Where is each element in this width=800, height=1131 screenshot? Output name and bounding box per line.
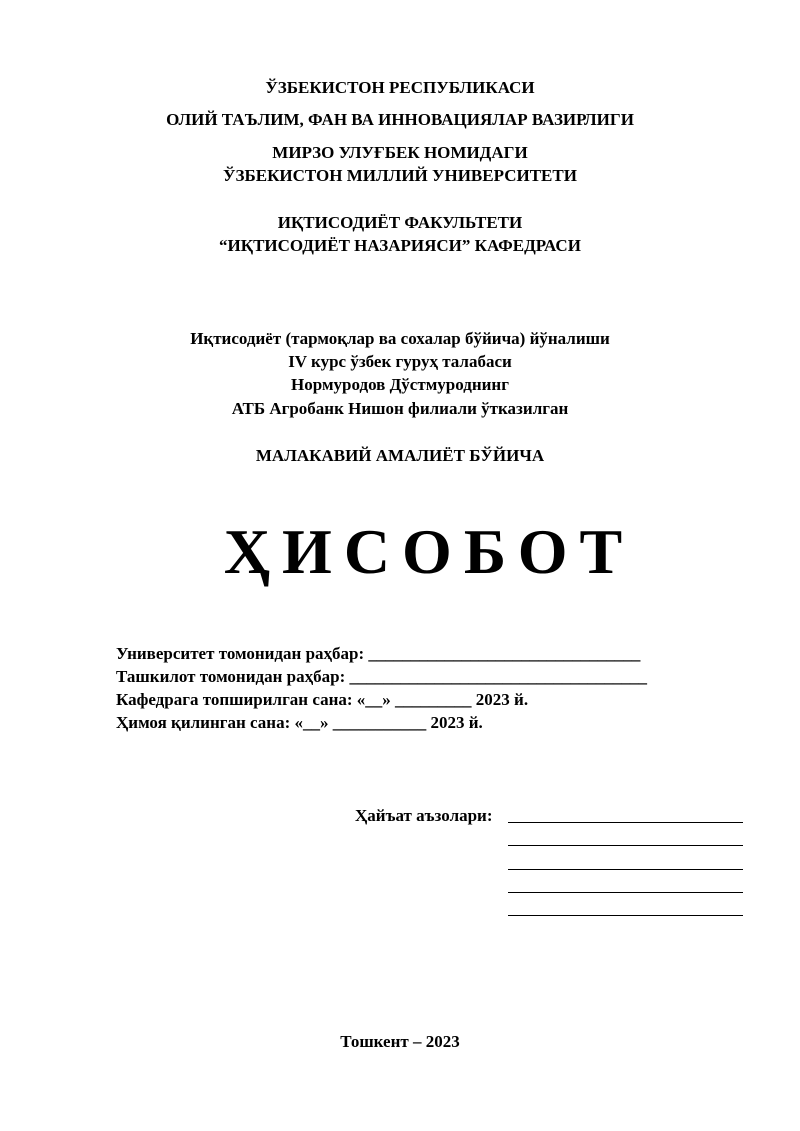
- report-title: ҲИСОБОТ: [223, 516, 635, 587]
- student-course: IV курс ўзбек гуруҳ талабаси: [288, 352, 512, 371]
- organization-supervisor-field: Ташкилот томонидан раҳбар: ___________________________________: [116, 667, 647, 686]
- faculty-heading: ИҚТИСОДИЁТ ФАКУЛЬТЕТИ: [277, 213, 523, 232]
- commission-signature-line: [508, 892, 743, 893]
- commission-signature-line: [508, 822, 743, 823]
- student-name: Нормуродов Дўстмуроднинг: [291, 375, 509, 394]
- commission-signature-line: [508, 845, 743, 846]
- city-year: Тошкент – 2023: [340, 1032, 460, 1051]
- ministry-heading: ОЛИЙ ТАЪЛИМ, ФАН ВА ИННОВАЦИЯЛАР ВАЗИРЛИГИ: [166, 110, 634, 129]
- commission-label: Ҳайъат аъзолари:: [355, 806, 493, 825]
- commission-signature-line: [508, 915, 743, 916]
- republic-heading: ЎЗБЕКИСТОН РЕСПУБЛИКАСИ: [265, 78, 535, 97]
- university-heading-line1: МИРЗО УЛУҒБЕК НОМИДАГИ: [272, 143, 528, 162]
- commission-signature-line: [508, 869, 743, 870]
- defense-date-field: Ҳимоя қилинган сана: «__» ___________ 2023 й.: [116, 713, 483, 732]
- submitted-date-field: Кафедрага топширилган сана: «__» _________ 2023 й.: [116, 690, 529, 709]
- practice-place: АТБ Агробанк Нишон филиали ўтказилган: [231, 399, 569, 418]
- university-heading-line2: ЎЗБЕКИСТОН МИЛЛИЙ УНИВЕРСИТЕТИ: [223, 166, 577, 185]
- student-direction: Иқтисодиёт (тармоқлар ва сохалар бўйича) йўналиши: [190, 329, 610, 348]
- practice-title: МАЛАКАВИЙ АМАЛИЁТ БЎЙИЧА: [255, 446, 545, 465]
- university-supervisor-field: Университет томонидан раҳбар: ________________________________: [116, 644, 641, 663]
- department-heading: “ИҚТИСОДИЁТ НАЗАРИЯСИ” КАФЕДРАСИ: [219, 236, 581, 255]
